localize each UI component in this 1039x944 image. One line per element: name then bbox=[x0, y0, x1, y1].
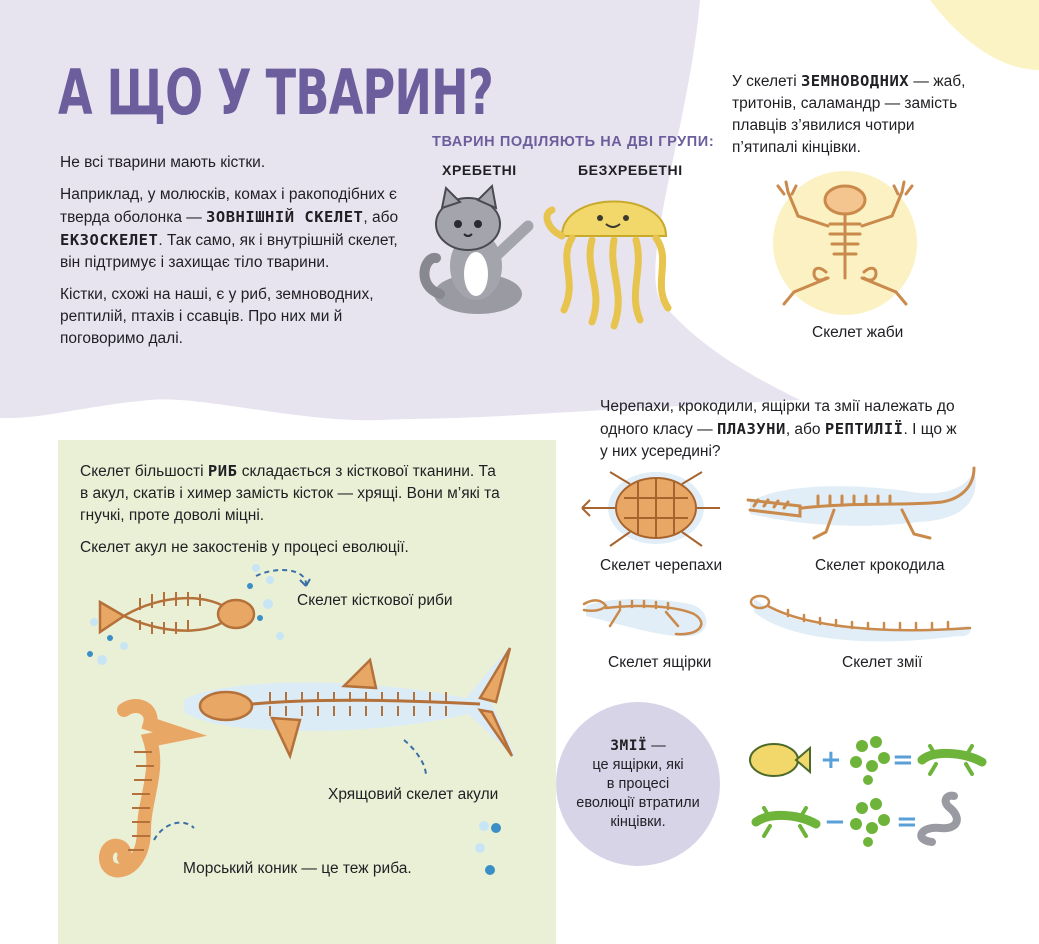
groups-heading: ТВАРИН ПОДІЛЯЮТЬ НА ДВІ ГРУПИ: bbox=[432, 134, 715, 150]
amphibians-text: У скелеті ЗЕМНОВОДНИХ — жаб, тритонів, саламандр — замість плавців з’явилися чотири п’ятипалі кінцівки. bbox=[732, 72, 966, 156]
intro-paragraph-2: Наприклад, у молюсків, комах і ракоподібних є тверда оболонка — ЗОВНІШНІЙ СКЕЛЕТ, або ЕКЗОСКЕЛЕТ. Так само, як і внутрішній скелет, він підтримує і захищає тіло тварини. bbox=[60, 186, 399, 271]
seahorse-skeleton-illustration bbox=[84, 700, 194, 896]
svg-text:−: − bbox=[824, 807, 846, 837]
snakes-fact-heading: ЗМІЇ — bbox=[610, 737, 666, 754]
keyword-reptiles: РЕПТИЛІЇ bbox=[824, 420, 904, 438]
caption-snake-skeleton: Скелет змії bbox=[842, 654, 923, 671]
fish-paragraph-1: Скелет більшості РИБ складається з кісткової тканини. Та в акул, скатів і химер замість кісток — хрящі. Вони м’які та гнучкі, проте доволі міцні. bbox=[80, 462, 500, 524]
cat-illustration bbox=[416, 186, 556, 326]
keyword-fish: РИБ bbox=[207, 462, 238, 480]
equation-fish-plus-legs bbox=[750, 736, 982, 785]
snakes-fact-line-2: в процесі bbox=[606, 775, 670, 792]
page-title: А ЩО У ТВАРИН? bbox=[58, 56, 493, 129]
yellow-corner-accent bbox=[930, 0, 1039, 70]
crocodile-skeleton-illustration bbox=[742, 462, 992, 550]
fish-paragraph-2: Скелет акул не закостенів у процесі еволюції. bbox=[80, 539, 409, 556]
svg-text:=: = bbox=[892, 745, 914, 775]
svg-text:+: + bbox=[820, 745, 842, 775]
reptiles-text: Черепахи, крокодили, ящірки та змії належать до одного класу — ПЛАЗУНИ, або РЕПТИЛІЇ. І що ж у них усередині? bbox=[600, 398, 957, 460]
shark-skeleton-illustration bbox=[180, 640, 526, 764]
caption-bony-fish-skeleton: Скелет кісткової риби bbox=[297, 592, 453, 609]
water-bubbles-decoration bbox=[470, 818, 510, 898]
caption-crocodile-skeleton: Скелет крокодила bbox=[815, 557, 945, 574]
caption-lizard-skeleton: Скелет ящірки bbox=[608, 654, 712, 671]
keyword-reptiles-plazuny: ПЛАЗУНИ bbox=[716, 420, 786, 438]
label-invertebrates: БЕЗХРЕБЕТНІ bbox=[578, 162, 683, 178]
jellyfish-illustration bbox=[548, 180, 688, 330]
keyword-exoskeleton: ЕКЗОСКЕЛЕТ bbox=[60, 231, 159, 249]
evolution-equations-illustration bbox=[744, 722, 994, 862]
snakes-fact-line-1: це ящірки, які bbox=[592, 756, 684, 773]
snakes-fact-line-3: еволюції втратили bbox=[576, 794, 700, 811]
caption-seahorse: Морський коник — це теж риба. bbox=[183, 860, 412, 877]
equation-lizard-minus-legs bbox=[756, 796, 957, 847]
caption-frog-skeleton: Скелет жаби bbox=[812, 324, 904, 341]
caption-turtle-skeleton: Скелет черепахи bbox=[600, 557, 723, 574]
turtle-skeleton-illustration bbox=[574, 468, 734, 552]
caption-shark-skeleton: Хрящовий скелет акули bbox=[328, 786, 499, 803]
fish-text bbox=[80, 460, 500, 569]
snake-skeleton-illustration bbox=[748, 588, 978, 644]
snakes-fact-circle bbox=[556, 702, 720, 866]
keyword-exoskeleton-outer: ЗОВНІШНІЙ СКЕЛЕТ bbox=[206, 208, 364, 226]
snakes-fact-line-4: кінцівки. bbox=[610, 813, 666, 830]
svg-text:=: = bbox=[896, 807, 918, 837]
label-vertebrates: ХРЕБЕТНІ bbox=[442, 162, 517, 178]
frog-skeleton-illustration bbox=[770, 168, 920, 318]
intro-paragraph-1: Не всі тварини мають кістки. bbox=[60, 154, 266, 171]
keyword-snakes: ЗМІЇ bbox=[610, 737, 648, 754]
keyword-amphibians: ЗЕМНОВОДНИХ bbox=[800, 72, 910, 90]
lizard-skeleton-illustration bbox=[580, 590, 720, 646]
intro-paragraph-3: Кістки, схожі на наші, є у риб, земноводних, рептилій, птахів і ссавців. Про них ми й поговоримо далі. bbox=[60, 286, 374, 347]
intro-text bbox=[60, 152, 405, 360]
